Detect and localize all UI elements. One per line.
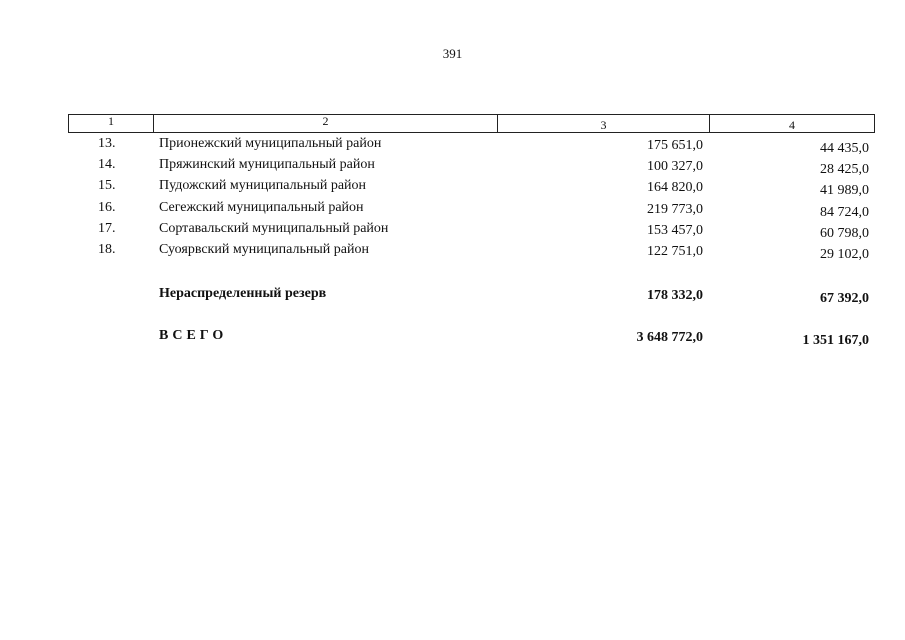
row-number: 16. — [98, 200, 116, 215]
row-name: Прионежский муниципальный район — [159, 136, 382, 151]
row-number: 15. — [98, 178, 116, 193]
reserve-label: Нераспределенный резерв — [159, 286, 327, 301]
row-number: 14. — [98, 157, 116, 172]
table-row — [68, 157, 875, 178]
row-name: Сегежский муниципальный район — [159, 200, 364, 215]
row-value-col3: 122 751,0 — [647, 244, 703, 259]
row-value-col4: 84 724,0 — [820, 205, 869, 220]
table-row — [68, 221, 875, 242]
row-value-col4: 60 798,0 — [820, 226, 869, 241]
row-name: Сортавальский муниципальный район — [159, 221, 389, 236]
row-number: 13. — [98, 136, 116, 151]
row-name: Суоярвский муниципальный район — [159, 242, 369, 257]
row-value-col3: 175 651,0 — [647, 138, 703, 153]
row-value-col4: 41 989,0 — [820, 183, 869, 198]
header-col-3: 3 — [498, 115, 710, 132]
row-value-col3: 164 820,0 — [647, 180, 703, 195]
table-row — [68, 242, 875, 263]
reserve-row — [68, 286, 875, 307]
row-value-col4: 29 102,0 — [820, 247, 869, 262]
reserve-value-col3: 178 332,0 — [647, 288, 703, 303]
reserve-value-col4: 67 392,0 — [820, 291, 869, 306]
header-col-1: 1 — [69, 115, 154, 132]
table-row — [68, 136, 875, 157]
row-value-col3: 153 457,0 — [647, 223, 703, 238]
row-value-col3: 100 327,0 — [647, 159, 703, 174]
row-number: 18. — [98, 242, 116, 257]
row-number: 17. — [98, 221, 116, 236]
page-number: 391 — [442, 46, 463, 61]
header-col-2: 2 — [154, 115, 498, 132]
table-header-row — [68, 114, 875, 133]
row-value-col4: 44 435,0 — [820, 141, 869, 156]
header-col-4: 4 — [789, 118, 795, 132]
row-value-col4: 28 425,0 — [820, 162, 869, 177]
table-row — [68, 200, 875, 221]
total-value-col4: 1 351 167,0 — [802, 333, 869, 348]
row-name: Пудожский муниципальный район — [159, 178, 367, 193]
total-row — [68, 328, 875, 349]
row-name: Пряжинский муниципальный район — [159, 157, 375, 172]
total-value-col3: 3 648 772,0 — [636, 330, 703, 345]
row-value-col3: 219 773,0 — [647, 202, 703, 217]
total-label: ВСЕГО — [159, 328, 228, 343]
table-row — [68, 178, 875, 199]
